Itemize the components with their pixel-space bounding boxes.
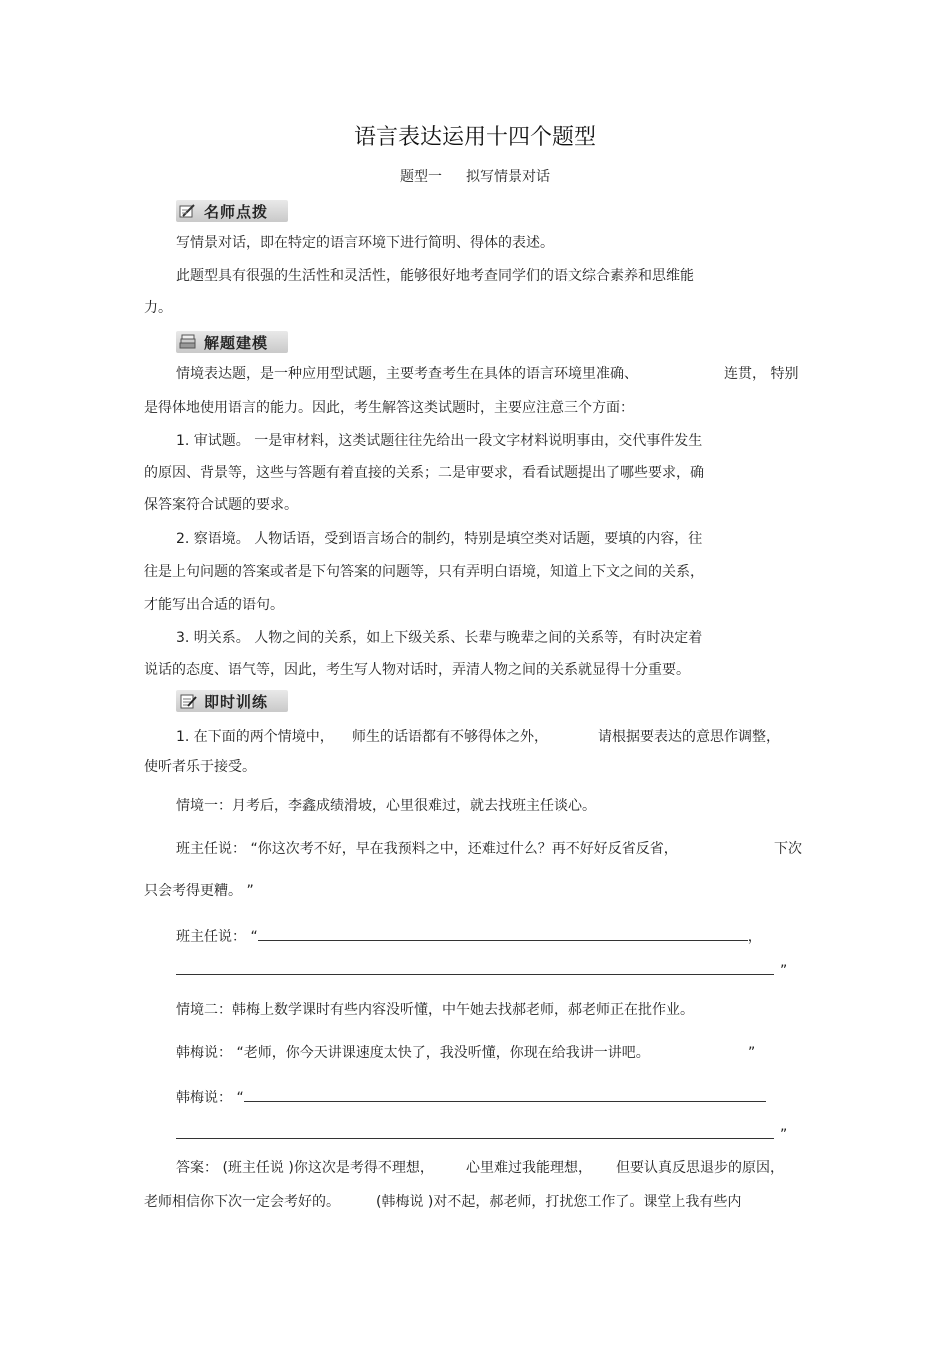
answer-text: 但要认真反思退步的原因， (616, 1160, 784, 1176)
speaker-label: 韩梅说： “ (176, 1090, 244, 1106)
banner-label: 解题建模 (204, 333, 269, 352)
dialogue-line: 下次 (774, 841, 802, 857)
paragraph: 连贯， 特别 (724, 366, 799, 382)
notepad-icon (178, 692, 198, 710)
list-item: 保答案符合试题的要求。 (144, 497, 298, 513)
scenario-text: 情境一：月考后，李鑫成绩滑坡，心里很难过，就去找班主任谈心。 (176, 798, 596, 814)
paragraph: 写情景对话，即在特定的语言环境下进行简明、得体的表述。 (176, 235, 554, 251)
answer-prompt (176, 960, 787, 981)
list-item: 说话的态度、语气等，因此，考生写人物对话时，弄清人物之间的关系就显得十分重要。 (144, 662, 690, 678)
list-item: 2. 察语境。 人物话语，受到语言场合的制约，特别是填空类对话题，要填的内容，往 (176, 531, 703, 547)
books-icon (178, 333, 198, 351)
paragraph: 力。 (144, 300, 172, 316)
answer-blank[interactable] (176, 960, 774, 975)
banner-teacher-tips (176, 200, 288, 222)
pen-icon (178, 202, 198, 220)
list-item: 往是上句问题的答案或者是下句答案的问题等，只有弄明白语境，知道上下文之间的关系， (144, 564, 704, 580)
question-text: 师生的话语都有不够得体之外， (352, 729, 548, 745)
answer-text: 心里难过我能理想， (466, 1160, 592, 1176)
dialogue-line: 只会考得更糟。 ” (144, 883, 254, 899)
answer-blank[interactable] (244, 1087, 766, 1102)
section-subtitle (0, 166, 950, 186)
answer-blank[interactable] (258, 926, 748, 941)
banner-instant-training (176, 690, 288, 712)
answer-text: 老师相信你下次一定会考好的。 (144, 1194, 340, 1210)
banner-solution-model (176, 331, 288, 353)
speaker-label: 班主任说： “ (176, 929, 258, 945)
subtitle-type: 题型一 (400, 169, 442, 185)
answer-blank[interactable] (176, 1124, 774, 1139)
punctuation: ” (780, 963, 788, 979)
subtitle-topic: 拟写情景对话 (466, 169, 550, 185)
scenario-text: 情境二：韩梅上数学课时有些内容没听懂，中午她去找郝老师，郝老师正在批作业。 (176, 1002, 694, 1018)
answer-prompt (176, 1087, 766, 1108)
list-item: 的原因、背景等，这些与答题有着直接的关系；二是审要求，看看试题提出了哪些要求，确 (144, 465, 704, 481)
banner-label: 名师点拨 (204, 202, 269, 221)
list-item: 3. 明关系。 人物之间的关系，如上下级关系、长辈与晚辈之间的关系等，有时决定着 (176, 630, 703, 646)
answer-prompt (176, 926, 762, 947)
answer-prompt (176, 1124, 787, 1145)
punctuation: ， (747, 929, 762, 945)
banner-label: 即时训练 (204, 692, 269, 711)
answer-text: (韩梅说 )对不起，郝老师，打扰您工作了。课堂上我有些内 (376, 1194, 742, 1210)
list-item: 1. 审试题。 一是审材料，这类试题往往先给出一段文字材料说明事由，交代事件发生 (176, 433, 703, 449)
paragraph: 是得体地使用语言的能力。因此，考生解答这类试题时，主要应注意三个方面： (144, 400, 634, 416)
document-title: 语言表达运用十四个题型 (353, 125, 596, 150)
punctuation: ” (780, 1127, 788, 1143)
paragraph: 情境表达题，是一种应用型试题，主要考查考生在具体的语言环境里准确、 (176, 366, 638, 382)
question-text: 1. 在下面的两个情境中， (176, 729, 334, 745)
dialogue-line: 班主任说： “你这次考不好，早在我预料之中，还难过什么？再不好好反省反省， (176, 841, 678, 857)
question-text: 使听者乐于接受。 (144, 759, 256, 775)
answer-text: 答案： (班主任说 )你这次是考得不理想， (176, 1160, 434, 1176)
dialogue-line: ” (748, 1045, 756, 1061)
dialogue-line: 韩梅说： “老师，你今天讲课速度太快了，我没听懂，你现在给我讲一讲吧。 (176, 1045, 650, 1061)
paragraph: 此题型具有很强的生活性和灵活性，能够很好地考查同学们的语文综合素养和思维能 (176, 268, 694, 284)
question-text: 请根据要表达的意思作调整， (598, 729, 780, 745)
list-item: 才能写出合适的语句。 (144, 597, 284, 613)
